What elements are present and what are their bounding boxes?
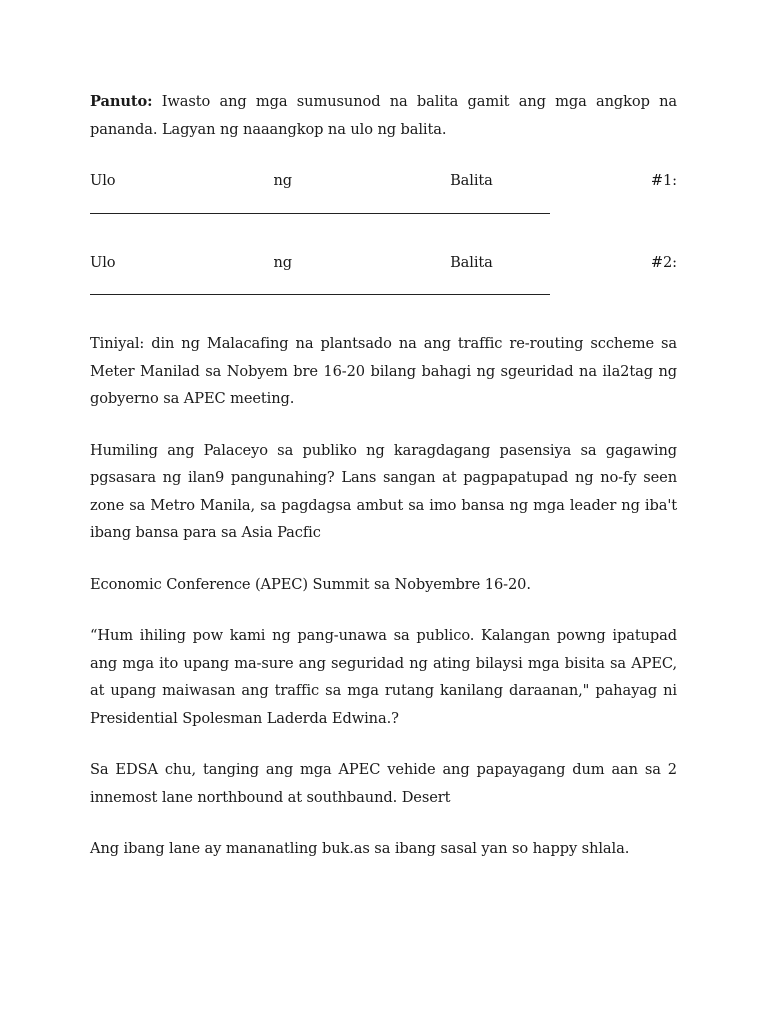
text-line: zone sa Metro Manila, sa pagdagsa ambut sa imo bansa ng mga leader ng iba't bbox=[90, 496, 677, 514]
instruction-label: Panuto: bbox=[90, 93, 153, 110]
headline-prompt-1 bbox=[90, 167, 677, 214]
text-line: Tiniyal: din ng Malacafing na plantsado na ang traffic re-routing sccheme sa bbox=[90, 335, 677, 352]
word-balita: Balita bbox=[450, 172, 493, 189]
news-paragraph-5 bbox=[90, 756, 677, 811]
text-line: Ang ibang lane ay mananatling buk.as sa ibang sasal yan so happy shlala. bbox=[90, 840, 630, 857]
word-ng: ng bbox=[273, 253, 293, 271]
text-line: gobyerno sa APEC meeting. bbox=[90, 390, 295, 407]
word-balita: Balita bbox=[450, 253, 493, 271]
instruction-text-line-2: pananda. Lagyan ng naaangkop na ulo ng balita. bbox=[90, 120, 447, 138]
text-line: ibang bansa para sa Asia Pacfic bbox=[90, 524, 321, 541]
word-ng: ng bbox=[273, 172, 293, 189]
instruction-text-line-1: Iwasto ang mga sumusunod na balita gamit ang mga angkop na bbox=[161, 93, 678, 110]
headline-prompt-2 bbox=[90, 249, 677, 296]
headline-answer-line[interactable] bbox=[90, 294, 550, 295]
word-ulo: Ulo bbox=[90, 253, 116, 271]
news-paragraph-3 bbox=[90, 571, 677, 599]
document-page bbox=[90, 88, 677, 887]
headline-number: #2: bbox=[650, 253, 677, 271]
text-line: pgsasara ng ilan9 pangunahing? Lans sangan at pagpapatupad ng no-fy seen bbox=[90, 469, 677, 486]
text-line: Sa EDSA chu, tanging ang mga APEC vehide ang papayagang dum aan sa 2 bbox=[90, 761, 677, 778]
headline-prompt-label bbox=[90, 249, 677, 277]
instruction-paragraph bbox=[90, 88, 677, 143]
text-line: Humiling ang Palaceyo sa publiko ng karagdagang pasensiya sa gagawing bbox=[90, 441, 677, 459]
text-line: ang mga ito upang ma-sure ang seguridad ng ating bilaysi mga bisita sa APEC, bbox=[90, 654, 677, 672]
headline-prompt-label bbox=[90, 167, 677, 195]
text-line: Economic Conference (APEC) Summit sa Nobyembre 16-20. bbox=[90, 575, 531, 593]
news-paragraph-1 bbox=[90, 330, 677, 413]
text-line: Meter Manilad sa Nobyem bre 16-20 bilang bahagi ng sgeuridad na ila2tag ng bbox=[90, 362, 677, 380]
headline-number: #1: bbox=[650, 172, 677, 189]
text-line: “Hum ihiling pow kami ng pang-unawa sa publico. Kalangan powng ipatupad bbox=[90, 627, 677, 644]
news-paragraph-2 bbox=[90, 437, 677, 547]
text-line: innemost lane northbound at southbaund. Desert bbox=[90, 788, 451, 806]
headline-answer-line[interactable] bbox=[90, 213, 550, 214]
text-line: Presidential Spolesman Laderda Edwina.? bbox=[90, 709, 399, 727]
text-line: at upang maiwasan ang traffic sa mga rutang kanilang daraanan," pahayag ni bbox=[90, 682, 677, 699]
news-paragraph-6 bbox=[90, 835, 677, 863]
word-ulo: Ulo bbox=[90, 172, 116, 189]
news-paragraph-4 bbox=[90, 622, 677, 732]
